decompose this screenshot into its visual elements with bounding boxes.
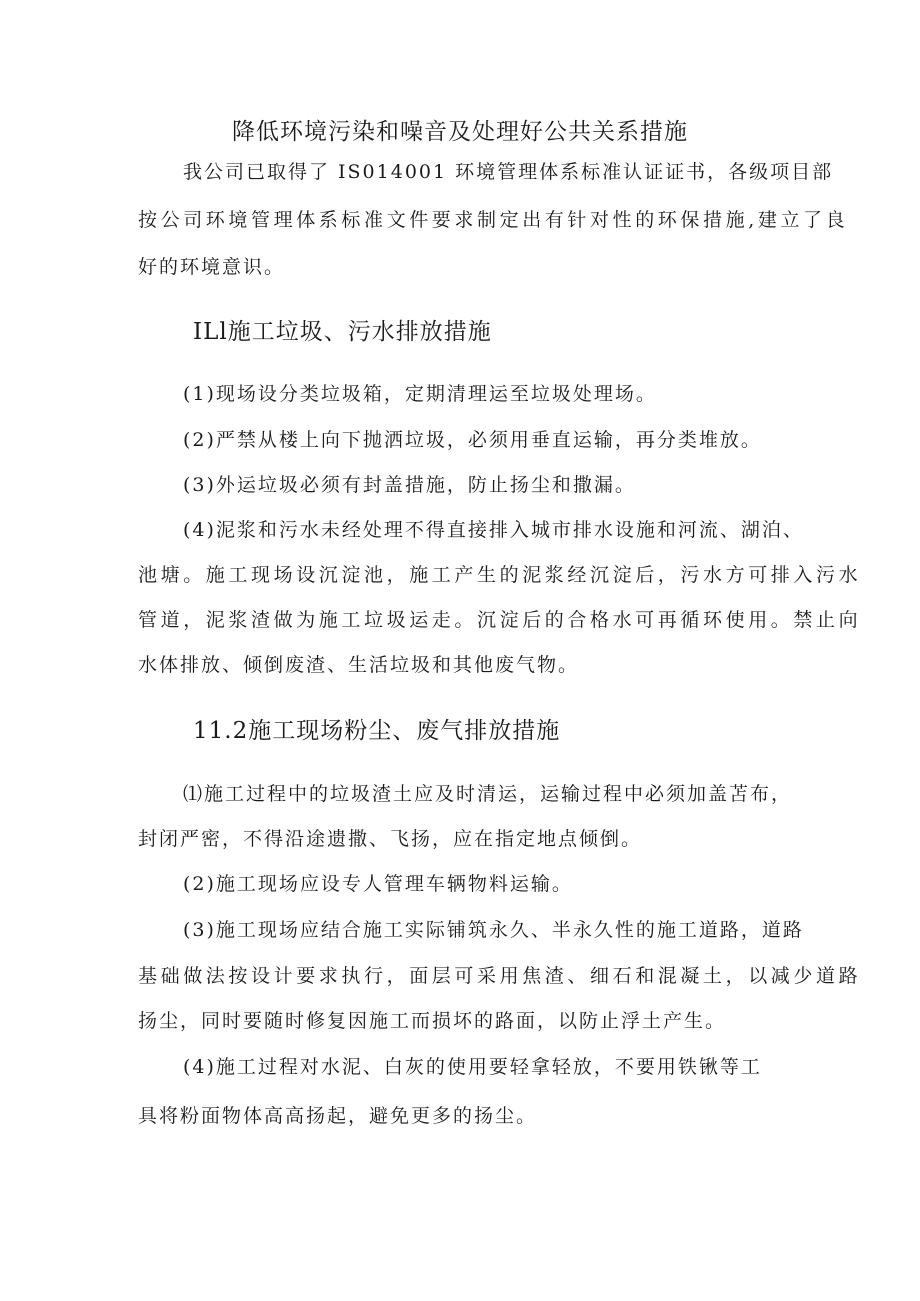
section-2-line-6: 扬尘，同时要随时修复因施工而损坏的路面，以防止浮土产生。 bbox=[138, 1010, 727, 1032]
section-2-line-8: 具将粉面物体高高扬起，避免更多的扬尘。 bbox=[138, 1105, 538, 1127]
section-2-line-2: 封闭严密，不得沿途遗撒、飞扬，应在指定地点倾倒。 bbox=[138, 828, 643, 850]
section-2-line-1: ⑴施工过程中的垃圾渣土应及时清运，运输过程中必须加盖苫布， bbox=[183, 783, 793, 805]
section-1-line-1: (1)现场设分类垃圾箱，定期清理运至垃圾处理场。 bbox=[183, 383, 657, 405]
document-title: 降低环境污染和噪音及处理好公共关系措施 bbox=[232, 119, 688, 145]
section-2-heading: 11.2施工现场粉尘、废气排放措施 bbox=[193, 718, 561, 744]
section-1-heading: ILl施工垃圾、污水排放措施 bbox=[193, 319, 492, 345]
section-2-line-7: (4)施工过程对水泥、白灰的使用要轻拿轻放，不要用铁锹等工 bbox=[183, 1056, 762, 1078]
section-1-line-4: (4)泥浆和污水未经处理不得直接排入城市排水设施和河流、湖泊、 bbox=[183, 519, 804, 541]
intro-line-1: 我公司已取得了 IS014001 环境管理体系标准认证证书，各级项目部 bbox=[183, 161, 834, 183]
section-1-line-5: 池塘。施工现场设沉淀池，施工产生的泥浆经沉淀后，污水方可排入污水 bbox=[138, 564, 862, 586]
section-2-line-4: (3)施工现场应结合施工实际铺筑永久、半永久性的施工道路，道路 bbox=[183, 919, 804, 941]
section-1-line-6: 管道，泥浆渣做为施工垃圾运走。沉淀后的合格水可再循环使用。禁止向 bbox=[138, 609, 862, 631]
section-2-line-3: (2)施工现场应设专人管理车辆物料运输。 bbox=[183, 873, 573, 895]
section-1-line-2: (2)严禁从楼上向下抛洒垃圾，必须用垂直运输，再分类堆放。 bbox=[183, 429, 762, 451]
section-1-line-7: 水体排放、倾倒废渣、生活垃圾和其他废气物。 bbox=[138, 654, 580, 676]
section-1-line-3: (3)外运垃圾必须有封盖措施，防止扬尘和撒漏。 bbox=[183, 474, 636, 496]
intro-line-2: 按公司环境管理体系标准文件要求制定出有针对性的环保措施,建立了良 bbox=[138, 209, 849, 231]
intro-line-3: 好的环境意识。 bbox=[138, 256, 286, 278]
section-2-line-5: 基础做法按设计要求执行，面层可采用焦渣、细石和混凝土，以减少道路 bbox=[138, 965, 862, 987]
